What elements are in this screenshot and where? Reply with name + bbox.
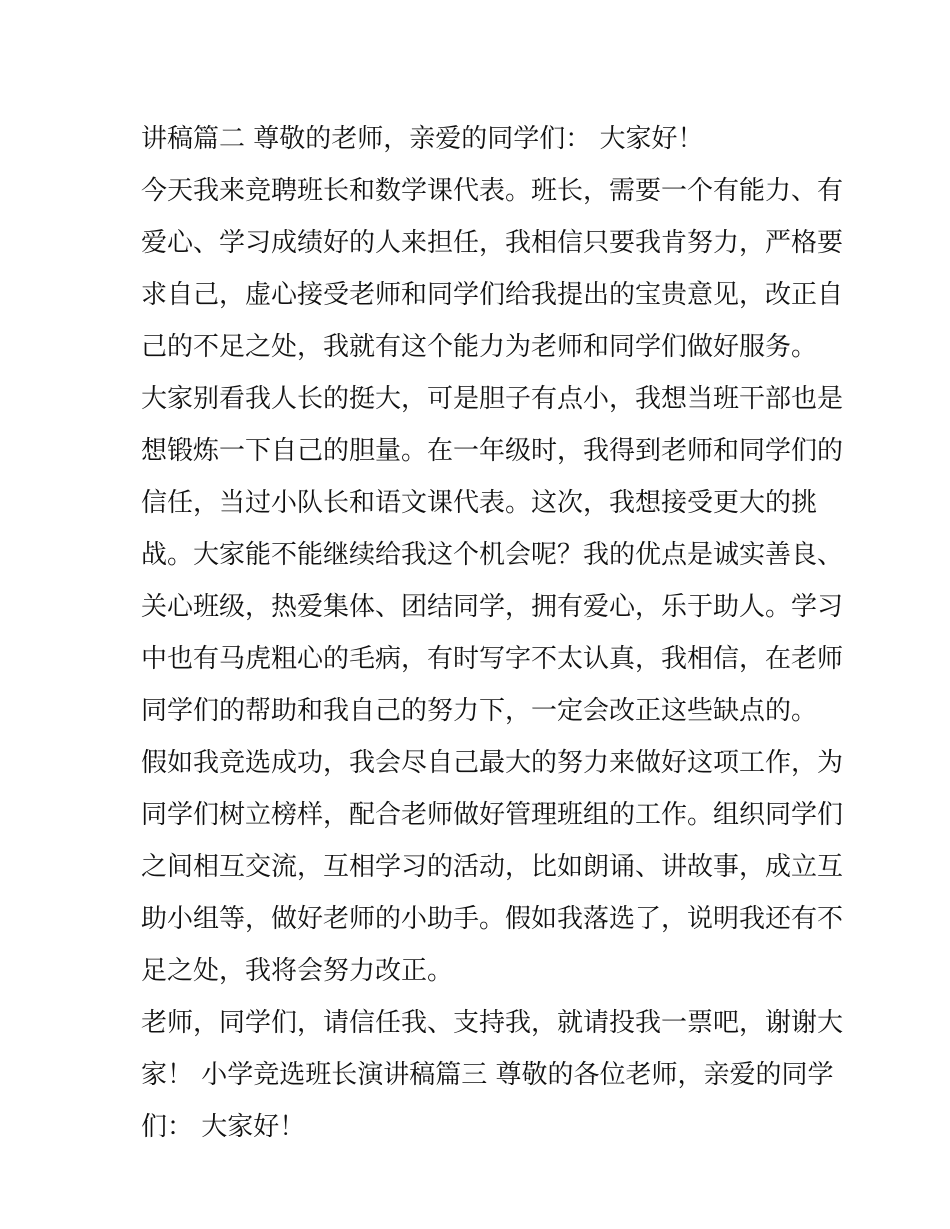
text-line: 假如我竞选成功，我会尽自己最大的努力来做好这项工作，为 xyxy=(141,748,844,778)
document-body xyxy=(141,113,844,1153)
text-line: 同学们的帮助和我自己的努力下，一定会改正这些缺点的。 xyxy=(141,696,818,726)
text-line: 同学们树立榜样，配合老师做好管理班组的工作。组织同学们 xyxy=(141,800,844,830)
text-line: 助小组等，做好老师的小助手。假如我落选了，说明我还有不 xyxy=(141,904,844,934)
text-line: 求自己，虚心接受老师和同学们给我提出的宝贵意见，改正自 xyxy=(141,280,844,310)
text-line: 己的不足之处，我就有这个能力为老师和同学们做好服务。 xyxy=(141,332,818,362)
text-line: 老师，同学们，请信任我、支持我，就请投我一票吧，谢谢大 xyxy=(141,1008,844,1038)
text-line: 大家别看我人长的挺大，可是胆子有点小，我想当班干部也是 xyxy=(141,384,844,414)
text-line: 信任，当过小队长和语文课代表。这次，我想接受更大的挑 xyxy=(141,488,818,518)
text-line: 足之处，我将会努力改正。 xyxy=(141,956,454,986)
text-line: 爱心、学习成绩好的人来担任，我相信只要我肯努力，严格要 xyxy=(141,228,844,258)
text-line: 关心班级，热爱集体、团结同学，拥有爱心，乐于助人。学习 xyxy=(141,592,844,622)
text-line: 中也有马虎粗心的毛病，有时写字不太认真，我相信，在老师 xyxy=(141,644,844,674)
text-line: 战。大家能不能继续给我这个机会呢？我的优点是诚实善良、 xyxy=(141,540,844,570)
text-line: 们： 大家好！ xyxy=(141,1112,306,1142)
text-line: 之间相互交流，互相学习的活动，比如朗诵、讲故事，成立互 xyxy=(141,852,844,882)
text-line: 讲稿篇二 尊敬的老师，亲爱的同学们： 大家好！ xyxy=(141,124,704,154)
text-line: 想锻炼一下自己的胆量。在一年级时，我得到老师和同学们的 xyxy=(141,436,844,466)
text-line: 今天我来竞聘班长和数学课代表。班长，需要一个有能力、有 xyxy=(141,176,844,206)
text-line: 家！ 小学竞选班长演讲稿篇三 尊敬的各位老师，亲爱的同学 xyxy=(141,1060,834,1090)
